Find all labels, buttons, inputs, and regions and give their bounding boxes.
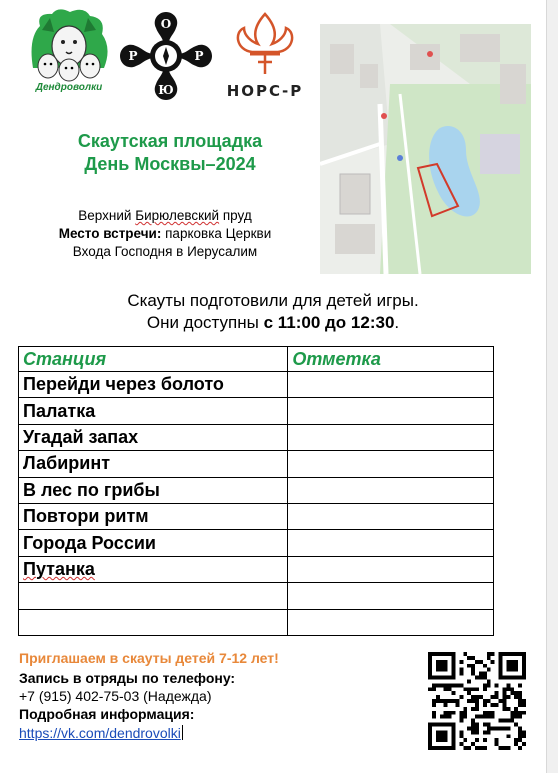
title-line-2: День Москвы–2024: [84, 154, 256, 174]
nors-r-logo: [222, 10, 308, 102]
dendrovolki-logo: [28, 8, 110, 100]
table-row: [19, 503, 494, 529]
station-name: Города России: [19, 530, 288, 556]
station-name: Палатка: [19, 398, 288, 424]
mark-cell[interactable]: [288, 556, 494, 582]
header-mark: Отметка: [288, 347, 494, 372]
cross-letter-left: Р: [128, 49, 138, 63]
invite-text: Приглашаем в скауты детей 7-12 лет!: [19, 650, 279, 666]
intro-line-2: [40, 312, 506, 334]
info-label: Подробная информация:: [19, 706, 195, 722]
mark-cell[interactable]: [288, 372, 494, 398]
meeting-point: [20, 225, 310, 243]
table-row: [19, 609, 494, 635]
location-block: [20, 207, 310, 261]
header-station: Станция: [19, 347, 288, 372]
table-row: [19, 424, 494, 450]
intro-text: [40, 290, 506, 334]
table-row: [19, 398, 494, 424]
table-row: [19, 556, 494, 582]
mark-cell[interactable]: [288, 424, 494, 450]
qr-code: [428, 652, 526, 750]
cross-letter-top: О: [160, 17, 172, 31]
table-row: [19, 583, 494, 609]
intro-time: с 11:00 до 12:30: [263, 313, 395, 332]
table-header-row: [19, 347, 494, 372]
intro-line-1: Скауты подготовили для детей игры.: [127, 291, 419, 310]
station-name: Лабиринт: [19, 451, 288, 477]
pond-name: Верхний Бирюлевский пруд: [78, 208, 252, 223]
station-name: [19, 583, 288, 609]
contact-block: [19, 669, 235, 723]
mark-cell[interactable]: [288, 530, 494, 556]
title-line-1: Скаутская площадка: [77, 131, 263, 151]
mark-cell[interactable]: [288, 451, 494, 477]
dendrovolki-logo-text: Дендроволки: [35, 82, 103, 93]
location-map[interactable]: [320, 24, 531, 274]
mark-cell[interactable]: [288, 609, 494, 635]
table-row: [19, 451, 494, 477]
intro-suffix: .: [394, 313, 400, 332]
table-row: [19, 477, 494, 503]
meeting-place-2: Входа Господня в Иерусалим: [72, 244, 258, 259]
meeting-place-1: парковка Церкви: [165, 226, 272, 241]
station-name: [19, 609, 288, 635]
scrollbar-track[interactable]: [546, 0, 558, 773]
meeting-label: Место встречи:: [58, 226, 162, 241]
station-name: В лес по грибы: [19, 477, 288, 503]
mark-cell[interactable]: [288, 398, 494, 424]
table-row: [19, 372, 494, 398]
stations-table: [18, 346, 494, 636]
table-row: [19, 530, 494, 556]
mark-cell[interactable]: [288, 477, 494, 503]
vk-link[interactable]: [19, 725, 183, 741]
station-name: Перейди через болото: [19, 372, 288, 398]
page-title: [40, 130, 300, 176]
scout-cross-logo: [118, 10, 214, 102]
mark-cell[interactable]: [288, 503, 494, 529]
spellcheck-word: Бирюлевский: [135, 208, 220, 223]
vk-link-text[interactable]: https://vk.com/dendrovolki: [19, 725, 181, 741]
station-name: Путанка: [19, 556, 288, 582]
signup-label: Запись в отряды по телефону:: [19, 670, 236, 686]
mark-cell[interactable]: [288, 583, 494, 609]
nors-r-logo-text: НОРС-Р: [226, 82, 304, 100]
text-cursor: [182, 725, 183, 740]
station-name: Повтори ритм: [19, 503, 288, 529]
station-name: Угадай запах: [19, 424, 288, 450]
cross-letter-right: Р: [194, 49, 204, 63]
cross-letter-bottom: Ю: [158, 83, 174, 97]
phone-number: +7 (915) 402-75-03 (Надежда): [19, 688, 212, 704]
intro-prefix: Они доступны: [146, 313, 259, 332]
